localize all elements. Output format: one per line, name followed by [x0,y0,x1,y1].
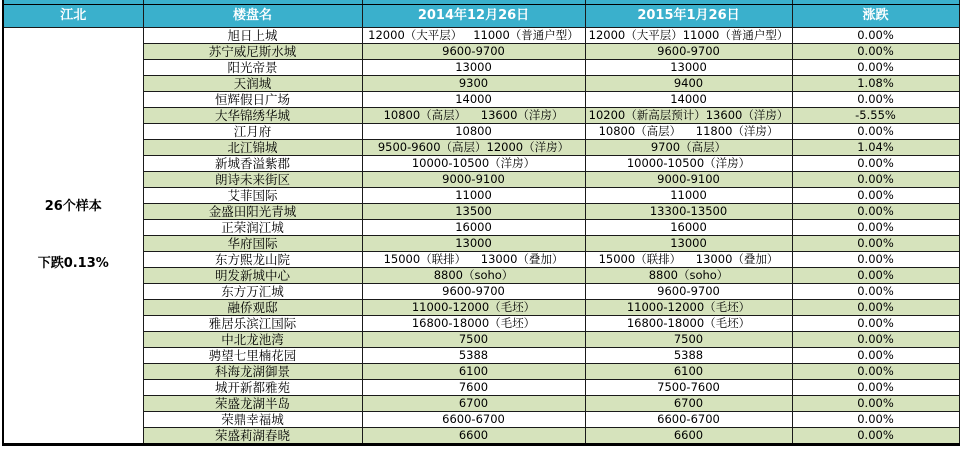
property-name-cell: 朗诗未来街区 [143,171,362,187]
price-2014-cell: 9000-9100 [362,171,585,187]
property-name-cell: 江月府 [143,123,362,139]
price-2014-cell: 6700 [362,395,585,411]
price-2014-cell: 11000-12000（毛坯） [362,299,585,315]
header-property-name: 楼盘名 [143,4,362,27]
table-row [3,203,959,219]
property-name-cell: 阳光帝景 [143,59,362,75]
change-cell: 0.00% [792,299,959,315]
header-row [3,4,959,27]
price-2015-cell: 13300-13500 [585,203,792,219]
table-row [3,91,959,107]
table-row [3,427,959,444]
table-row [3,235,959,251]
table-row [3,315,959,331]
price-2015-cell: 5388 [585,347,792,363]
price-2014-cell: 6100 [362,363,585,379]
header-region: 江北 [3,4,143,27]
header-date-2014: 2014年12月26日 [362,4,585,27]
change-cell: 1.08% [792,75,959,91]
property-name-cell: 东方万汇城 [143,283,362,299]
change-cell: 0.00% [792,251,959,267]
change-cell: 0.00% [792,347,959,363]
change-cell: 0.00% [792,155,959,171]
price-2015-cell: 11000-12000（毛坯） [585,299,792,315]
summary-cell [3,27,143,444]
change-cell: 0.00% [792,379,959,395]
table-row [3,219,959,235]
change-cell: 0.00% [792,363,959,379]
property-name-cell: 大华锦绣华城 [143,107,362,123]
price-2014-cell: 6600 [362,427,585,444]
table-row [3,411,959,427]
table-row [3,347,959,363]
price-2014-cell: 10800 [362,123,585,139]
table-row [3,267,959,283]
price-2014-cell: 11000 [362,187,585,203]
table-row [3,331,959,347]
change-cell: 0.00% [792,267,959,283]
change-cell: 0.00% [792,203,959,219]
property-name-cell: 恒辉假日广场 [143,91,362,107]
price-2015-cell: 9700（高层） [585,139,792,155]
table-row [3,299,959,315]
price-2015-cell: 10000-10500（洋房） [585,155,792,171]
property-name-cell: 苏宁威尼斯水城 [143,43,362,59]
change-cell: 0.00% [792,171,959,187]
price-2015-cell: 8800（soho） [585,267,792,283]
price-2015-cell: 9600-9700 [585,43,792,59]
price-2015-cell: 6600 [585,427,792,444]
price-2015-cell: 7500 [585,331,792,347]
property-name-cell: 华府国际 [143,235,362,251]
change-cell: 0.00% [792,187,959,203]
property-name-cell: 融侨观邸 [143,299,362,315]
change-cell: 0.00% [792,315,959,331]
price-2014-cell: 10000-10500（洋房） [362,155,585,171]
price-2014-cell: 13000 [362,235,585,251]
property-name-cell: 东方熙龙山院 [143,251,362,267]
property-name-cell: 北江锦城 [143,139,362,155]
price-2014-cell: 8800（soho） [362,267,585,283]
property-name-cell: 骋望七里楠花园 [143,347,362,363]
table-row [3,395,959,411]
table-row [3,27,959,43]
change-cell: 0.00% [792,219,959,235]
table-row [3,363,959,379]
price-2015-cell: 16800-18000（毛坯） [585,315,792,331]
price-2015-cell: 7500-7600 [585,379,792,395]
change-cell: 0.00% [792,91,959,107]
change-cell: 0.00% [792,411,959,427]
change-cell: 0.00% [792,283,959,299]
price-2015-cell: 6100 [585,363,792,379]
change-cell: 0.00% [792,395,959,411]
price-2015-cell: 13000 [585,59,792,75]
header-change: 涨跌 [792,4,959,27]
property-name-cell: 荣盛龙湖半岛 [143,395,362,411]
price-2015-cell: 10200（新高层预计）13600（洋房） [585,107,792,123]
price-2014-cell: 9600-9700 [362,283,585,299]
table-row [3,107,959,123]
table-row [3,379,959,395]
price-2015-cell: 15000（联排） 13000（叠加） [585,251,792,267]
price-2014-cell: 13000 [362,59,585,75]
price-2014-cell: 6600-6700 [362,411,585,427]
property-name-cell: 中北龙池湾 [143,331,362,347]
change-cell: 0.00% [792,27,959,43]
price-2014-cell: 5388 [362,347,585,363]
price-table [2,0,960,446]
price-2015-cell: 13000 [585,235,792,251]
price-2015-cell: 16000 [585,219,792,235]
change-cell: 0.00% [792,427,959,444]
property-name-cell: 城开新都雅苑 [143,379,362,395]
price-2015-cell: 9400 [585,75,792,91]
table-row [3,139,959,155]
change-cell: 1.04% [792,139,959,155]
table-row [3,59,959,75]
price-2015-cell: 14000 [585,91,792,107]
price-2014-cell: 16000 [362,219,585,235]
change-cell: 0.00% [792,331,959,347]
header-date-2015: 2015年1月26日 [585,4,792,27]
price-2015-cell: 11000 [585,187,792,203]
price-2014-cell: 9600-9700 [362,43,585,59]
table-row [3,43,959,59]
property-name-cell: 艾菲国际 [143,187,362,203]
price-2014-cell: 13500 [362,203,585,219]
property-name-cell: 新城香溢紫郡 [143,155,362,171]
price-2015-cell: 12000（大平层）11000（普通户型） [585,27,792,43]
change-cell: 0.00% [792,123,959,139]
change-cell: -5.55% [792,107,959,123]
price-2015-cell: 9000-9100 [585,171,792,187]
table-row [3,75,959,91]
property-name-cell: 荣盛莉湖春晓 [143,427,362,444]
price-2014-cell: 16800-18000（毛坯） [362,315,585,331]
price-2014-cell: 10800（高层） 13600（洋房） [362,107,585,123]
change-cell: 0.00% [792,59,959,75]
price-2014-cell: 12000（大平层） 11000（普通户型） [362,27,585,43]
table-row [3,283,959,299]
price-2015-cell: 9600-9700 [585,283,792,299]
table-row [3,155,959,171]
property-name-cell: 雅居乐滨江国际 [143,315,362,331]
price-2014-cell: 7500 [362,331,585,347]
property-name-cell: 正荣润江城 [143,219,362,235]
price-2015-cell: 6700 [585,395,792,411]
property-name-cell: 科海龙湖御景 [143,363,362,379]
price-2014-cell: 9500-9600（高层）12000（洋房） [362,139,585,155]
summary-sample-count: 26个样本 [44,199,102,214]
change-cell: 0.00% [792,235,959,251]
property-name-cell: 明发新城中心 [143,267,362,283]
table-row [3,123,959,139]
property-name-cell: 金盛田阳光青城 [143,203,362,219]
price-2015-cell: 6600-6700 [585,411,792,427]
change-cell: 0.00% [792,43,959,59]
property-name-cell: 荣鼎幸福城 [143,411,362,427]
property-name-cell: 旭日上城 [143,27,362,43]
price-2014-cell: 14000 [362,91,585,107]
table-row [3,251,959,267]
price-2015-cell: 10800（高层） 11800（洋房） [585,123,792,139]
property-name-cell: 天润城 [143,75,362,91]
table-row [3,187,959,203]
summary-change-total: 下跌0.13% [37,256,109,271]
price-2014-cell: 7600 [362,379,585,395]
price-2014-cell: 9300 [362,75,585,91]
price-2014-cell: 15000（联排） 13000（叠加） [362,251,585,267]
table-row [3,171,959,187]
